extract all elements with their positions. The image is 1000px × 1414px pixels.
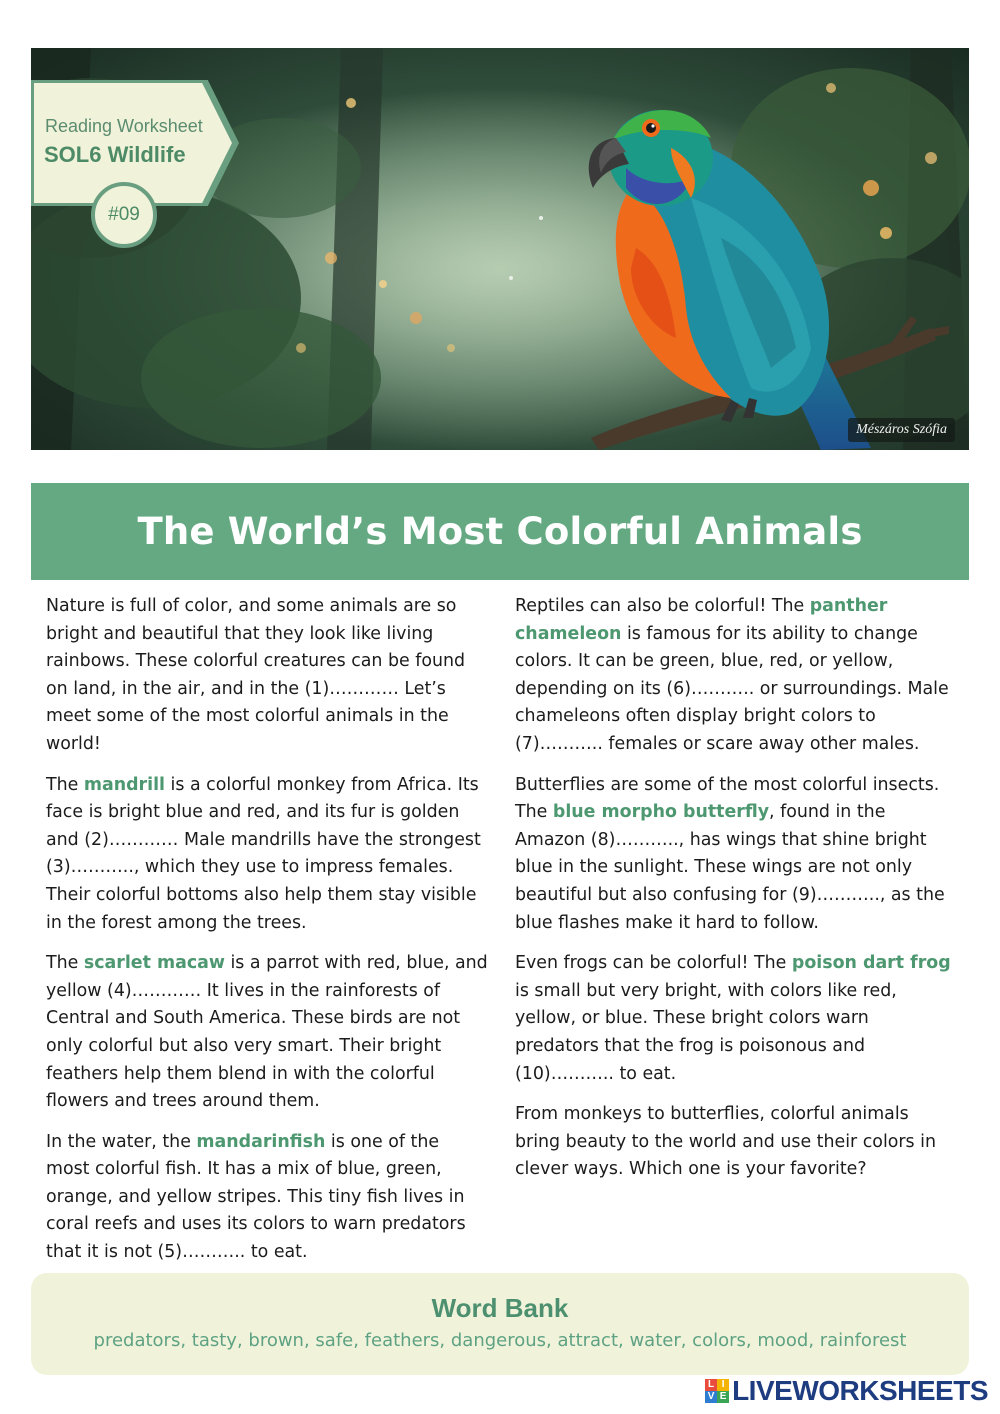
text: In the water, the [46,1131,197,1152]
text: is small but very bright, with colors like red, yellow, or blue. These bright colors warn predators that the frog is poisonous and (10)……….. to eat. [515,980,897,1084]
highlight-poison-dart-frog: poison dart frog [791,953,951,974]
logo-text: LIVEWORKSHEETS [732,1375,988,1406]
paragraph-butterfly [515,772,957,938]
text: Reptiles can also be colorful! The [515,596,810,616]
paragraph-chameleon [515,593,957,759]
liveworksheets-logo[interactable] [705,1376,988,1406]
highlight-mandrill: mandrill [83,774,166,795]
text: , found in the Amazon (8)……….., has wings that shine bright blue in the sunlight. These wings are not only beautiful but also confusing for (9)……….., as the blue flashes make it hard to follow. [515,802,945,933]
word-bank-words: predators, tasty, brown, safe, feathers, dangerous, attract, water, colors, mood, rainforest [93,1330,907,1351]
word-bank-title: Word Bank [431,1293,569,1323]
highlight-blue-morpho: blue morpho butterfly [552,802,770,823]
badge-title: SOL6 Wildlife [44,142,186,167]
text: Butterflies are some of the most colorful insects. The [515,774,940,823]
highlight-scarlet-macaw: scarlet macaw [83,953,225,974]
text: The [46,774,84,795]
text: is a colorful monkey from Africa. Its face is bright blue and red, and its fur is golden and (2)………… Male mandrills have the strongest (3)……….., which they use to impress females. Their colorful bottoms also help them stay visible in the forest among the trees. [46,774,481,933]
paragraph-conclusion: From monkeys to butterflies, colorful animals bring beauty to the world and use their colors in clever ways. Which one is your favorite? [515,1104,937,1180]
page-title: The World’s Most Colorful Animals [137,510,863,553]
text: Even frogs can be colorful! The [515,953,792,974]
badge-number: #09 [91,182,157,248]
logo-mark-letter: E [717,1391,729,1403]
text: is a parrot with red, blue, and yellow (4)………… It lives in the rainforests of Central and South America. These birds are not only colorful but also very smart. Their bright feathers help them blend in with the colorful flowers and trees around them. [46,953,488,1112]
left-column [46,593,488,1280]
highlight-mandarinfish: mandarinfish [196,1131,326,1152]
logo-mark-icon [705,1379,729,1403]
text: The [46,953,84,974]
text: is one of the most colorful fish. It has a mix of blue, green, orange, and yellow stripes. This tiny fish lives in coral reefs and uses its colors to warn predators that it is not (5)……….. to eat. [46,1131,466,1263]
right-column [515,593,957,1197]
paragraph-frog [515,950,957,1088]
hero-image [31,48,969,450]
paragraph-macaw [46,950,488,1116]
title-banner [31,483,969,580]
word-bank [31,1273,969,1375]
text: is famous for its ability to change colors. It can be green, blue, red, or yellow, depending on its (6)……….. or surroundings. Male chameleons often display bright colors to (7)……….. females or scare away other males. [515,623,949,754]
paragraph-mandrill [46,772,488,938]
image-credit: Mészáros Szófia [848,418,955,442]
highlight-panther-chameleon: panther chameleon [515,596,888,644]
logo-mark-letter: I [717,1379,729,1391]
logo-mark-letter: L [705,1379,717,1391]
logo-mark-letter: V [705,1391,717,1403]
paragraph-intro: Nature is full of color, and some animals are so bright and beautiful that they look like living rainbows. These colorful creatures can be found on land, in the air, and in the (1)………… Let’s meet some of the most colorful animals in the world! [46,596,466,754]
paragraph-mandarinfish [46,1129,488,1267]
badge-subtitle: Reading Worksheet [45,116,203,136]
